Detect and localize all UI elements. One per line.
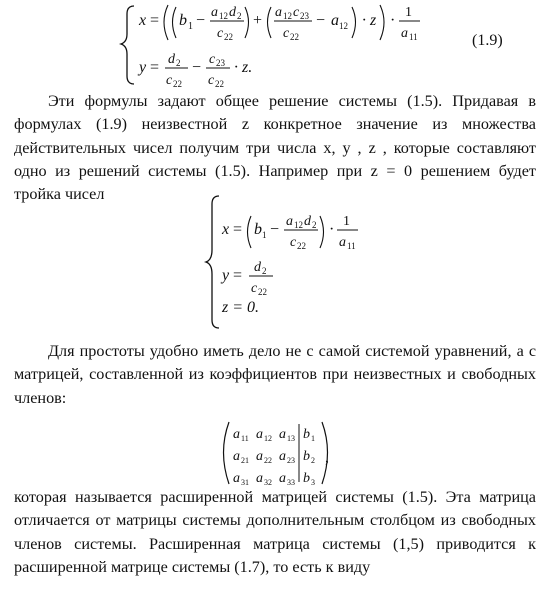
matrix-cell-sub: 31 [241,478,249,487]
frac-den-sub: 22 [224,32,233,42]
frac-num-sub: 23 [216,58,225,68]
matrix-trailing-comma: , [325,449,329,466]
matrix-cell-sub: 23 [287,456,295,465]
frac-num: c [209,52,216,67]
frac-den: c [290,235,297,250]
z-line: z = 0. [222,299,260,316]
outer-paren-right [380,5,384,40]
dot-z: · z [362,12,377,29]
matrix-cell-a31: a [233,471,240,486]
b1-term: b [254,221,262,238]
matrix-cell-sub: 32 [264,478,272,487]
b1-sub: 1 [188,21,193,32]
frac-num: 1 [405,5,412,20]
frac-den: a [339,235,346,250]
frac-num-sub: 2 [237,11,242,21]
b1-sub: 1 [262,230,267,240]
matrix-cell-sub: 2 [311,456,315,465]
frac-den: c [217,26,224,41]
x-var: x [222,221,230,238]
paragraph-augmented-matrix: которая называется расширенной матрицей системы (1.5). Эта матрица отличается от матрицы системы дополнительным столбцом из свободных членов системы. Расширенная матрица системы (1,5) приводится к расширенной матрице системы (1.7), то есть к виду [14,488,536,576]
frac-num: a [275,5,282,20]
frac-den-sub: 11 [409,32,418,42]
equation-number: (1.9) [472,32,503,49]
matrix-cell-a12: a [256,427,263,442]
dot-operator: · [329,221,335,238]
frac-num: a [286,214,293,229]
frac-num-sub: 12 [219,11,228,21]
matrix-cell-b1: b [303,427,310,442]
augmented-matrix [0,418,546,492]
matrix-cell-a22: a [256,449,263,464]
frac-num-sub: 12 [283,11,292,21]
matrix-cell-sub: 22 [264,456,272,465]
minus-sign: − [192,59,202,76]
frac-den-sub: 22 [258,287,267,297]
outer-paren-left [164,5,168,40]
frac-num-sub: 2 [176,58,181,68]
a12-sub: 12 [339,21,348,31]
minus-sign: − [270,221,280,238]
matrix-cells [233,427,315,487]
minus-sign: − [316,12,326,29]
matrix-cell-sub: 1 [311,434,315,443]
a12-term: a [331,12,339,29]
frac-num-sub: 23 [300,11,309,21]
paren-right [320,216,324,248]
frac-den-sub: 22 [290,32,299,42]
inner-paren-left [173,7,177,38]
frac-num-var: c [293,5,300,20]
equation-particular-solution [0,190,546,332]
paragraph-matrix-intro: Для простоты удобно иметь дело не с самой системой уравнений, а с матрицей, составленной из коэффициентов при неизвестных и свободных членов: [14,342,536,407]
frac-den-sub: 22 [297,241,306,251]
x-var: x [139,12,147,29]
inner-paren-right [245,7,249,38]
inner-paren-left [268,7,272,38]
equation-1-9 [0,0,546,90]
dot-operator: · [390,12,396,29]
frac-num: d [168,52,175,67]
frac-den: a [401,26,408,41]
y-var: y [222,267,230,284]
frac-den: c [251,281,258,296]
frac-num: 1 [343,214,350,229]
equals-sign: = [233,267,243,284]
matrix-cell-sub: 12 [264,434,272,443]
frac-den-sub: 22 [173,79,182,89]
matrix-cell-b2: b [303,449,310,464]
b1-term: b [179,12,187,29]
matrix-cell-b3: b [303,471,310,486]
paragraph-general-solution: Эти формулы задают общее решение системы (1.5). Придавая в формулах (1.9) неизвестной z конкретное значение из множества действительных чисел получим три числа x, y , z , которые составляют одно из решений системы (1.5). Например при z = 0 решением будет тройка чисел [14,92,536,204]
system-brace [121,6,134,84]
frac-num-sub: 12 [294,220,303,230]
inner-paren-right [352,7,356,38]
frac-num: d [254,260,261,275]
frac-num: a [211,5,218,20]
frac-den: c [166,73,173,88]
matrix-cell-a13: a [279,427,286,442]
minus-sign: − [196,12,206,29]
dot-z: · z. [234,59,253,76]
matrix-cell-sub: 13 [287,434,295,443]
system-brace [206,196,219,328]
frac-den-sub: 22 [215,79,224,89]
frac-den: c [208,73,215,88]
matrix-cell-a11: a [233,427,240,442]
matrix-cell-a23: a [279,449,286,464]
y-var: y [139,59,147,76]
matrix-cell-a32: a [256,471,263,486]
frac-den-sub: 11 [347,241,356,251]
frac-num-var: d [229,5,236,20]
equals-sign: = [150,59,160,76]
matrix-cell-a21: a [233,449,240,464]
matrix-cell-sub: 3 [311,478,315,487]
equals-sign: = [150,12,160,29]
matrix-cell-sub: 21 [241,456,249,465]
equals-sign: = [233,221,243,238]
frac-num-sub: 2 [312,220,317,230]
frac-den: c [283,26,290,41]
matrix-paren-left [224,422,230,484]
paren-left [248,216,252,248]
matrix-cell-a33: a [279,471,286,486]
plus-sign: + [253,12,263,29]
frac-num-sub: 2 [262,266,267,276]
frac-num-var: d [304,214,311,229]
matrix-cell-sub: 11 [241,434,249,443]
matrix-cell-sub: 33 [287,478,295,487]
